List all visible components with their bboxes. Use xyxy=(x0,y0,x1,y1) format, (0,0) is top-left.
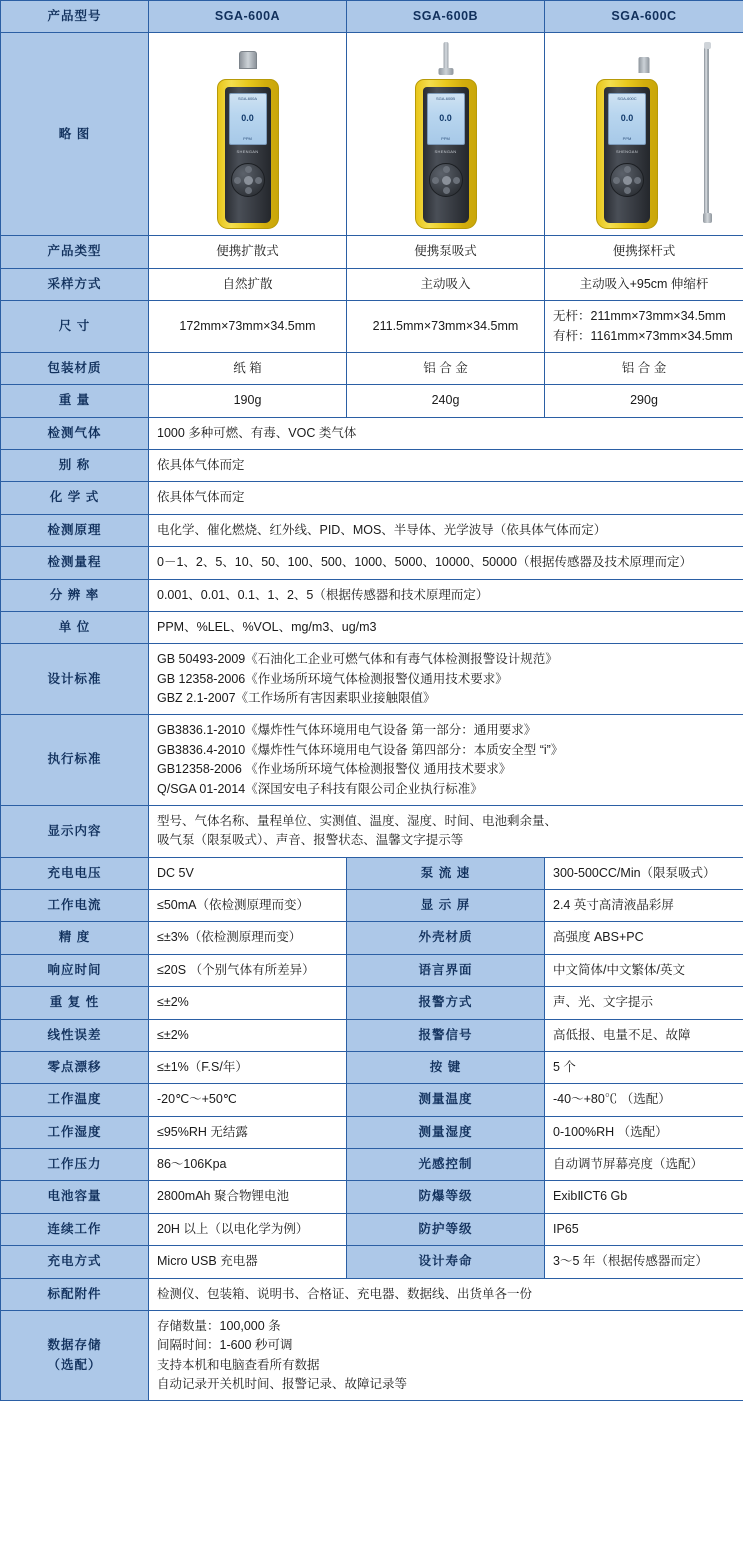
shell-material-value: 高强度 ABS+PC xyxy=(545,922,743,954)
screen-unit-c: PPM xyxy=(622,136,632,142)
language-value: 中文简体/中文繁体/英文 xyxy=(545,954,743,986)
row-label-model: 产品型号 xyxy=(1,1,149,33)
device-body-a xyxy=(217,79,279,229)
pump-inlet-icon xyxy=(443,42,448,70)
battery-capacity-value: 2800mAh 聚合物锂电池 xyxy=(149,1181,347,1213)
table-row-display-content xyxy=(1,805,743,857)
weight-c: 290g xyxy=(545,385,743,417)
response-time-value: ≤20S （个别气体有所差异） xyxy=(149,954,347,986)
alarm-signal-value: 高低报、电量不足、故障 xyxy=(545,1019,743,1051)
table-row-weight xyxy=(1,385,743,417)
table-row-accuracy xyxy=(1,922,743,954)
row-label-data-storage xyxy=(1,1310,149,1401)
row-label-zero-drift: 零点漂移 xyxy=(1,1051,149,1083)
device-screen-b xyxy=(427,93,465,145)
row-label-working-current: 工作电流 xyxy=(1,890,149,922)
display-content-line-2: 吸气泵（限泵吸式）、声音、报警状态、温馨文字提示等 xyxy=(157,833,464,848)
working-current-value: ≤50mA（依检测原理而变） xyxy=(149,890,347,922)
protection-level-value: IP65 xyxy=(545,1213,743,1245)
row-label-formula: 化 学 式 xyxy=(1,482,149,514)
keypad-icon-b xyxy=(429,163,463,197)
device-image-a xyxy=(149,33,347,236)
device-screen-c xyxy=(608,93,646,145)
row-label-alias: 别 称 xyxy=(1,450,149,482)
data-storage-label-line-1: 数据存储 xyxy=(47,1338,102,1353)
diffusion-cap-icon xyxy=(239,51,257,69)
probe-connector-icon xyxy=(639,57,650,73)
design-standard-value xyxy=(149,644,743,715)
product-type-c: 便携探杆式 xyxy=(545,236,743,268)
formula-value: 依具体气体而定 xyxy=(149,482,743,514)
alias-value: 依具体气体而定 xyxy=(149,450,743,482)
row-label-measure-humidity: 测量湿度 xyxy=(347,1116,545,1148)
display-content-value xyxy=(149,805,743,857)
table-row-unit xyxy=(1,611,743,643)
row-label-light-control: 光感控制 xyxy=(347,1149,545,1181)
row-label-charge-voltage: 充电电压 xyxy=(1,857,149,889)
working-pressure-value: 86～106Kpa xyxy=(149,1149,347,1181)
table-row-formula xyxy=(1,482,743,514)
row-label-working-temperature: 工作温度 xyxy=(1,1084,149,1116)
accuracy-value: ≤±3%（依检测原理而变） xyxy=(149,922,347,954)
row-label-accuracy: 精 度 xyxy=(1,922,149,954)
repeatability-value: ≤±2% xyxy=(149,987,347,1019)
measure-humidity-value: 0-100%RH （选配） xyxy=(545,1116,743,1148)
screen-title-c: SGA-600C xyxy=(617,96,637,102)
table-row-model xyxy=(1,1,743,33)
table-row-design-standard xyxy=(1,644,743,715)
model-b: SGA-600B xyxy=(347,1,545,33)
row-label-execution-standard: 执行标准 xyxy=(1,715,149,806)
row-label-dimensions: 尺 寸 xyxy=(1,301,149,353)
dimensions-c xyxy=(545,301,743,353)
row-label-keys: 按 键 xyxy=(347,1051,545,1083)
data-storage-line-3: 支持本机和电脑查看所有数据 xyxy=(157,1357,320,1372)
table-row-product-type xyxy=(1,236,743,268)
row-label-sampling: 采样方式 xyxy=(1,268,149,300)
row-label-accessories: 标配附件 xyxy=(1,1278,149,1310)
row-label-language: 语言界面 xyxy=(347,954,545,986)
sampling-a: 自然扩散 xyxy=(149,268,347,300)
keys-value: 5 个 xyxy=(545,1051,743,1083)
screen-unit-b: PPM xyxy=(441,136,450,142)
device-image-c xyxy=(545,33,743,236)
telescopic-probe-icon xyxy=(704,45,709,221)
principle-value: 电化学、催化燃烧、红外线、PID、MOS、半导体、光学波导（依具体气体而定） xyxy=(149,514,743,546)
display-screen-value: 2.4 英寸高清液晶彩屏 xyxy=(545,890,743,922)
data-storage-value xyxy=(149,1310,743,1401)
table-row-working-temperature xyxy=(1,1084,743,1116)
design-life-value: 3～5 年（根据传感器而定） xyxy=(545,1246,743,1278)
product-type-a: 便携扩散式 xyxy=(149,236,347,268)
model-c: SGA-600C xyxy=(545,1,743,33)
alarm-mode-value: 声、光、文字提示 xyxy=(545,987,743,1019)
data-storage-line-2: 间隔时间：1-600 秒可调 xyxy=(157,1338,293,1353)
brand-label-c: SHENGAN xyxy=(616,149,638,155)
row-label-resolution: 分 辨 率 xyxy=(1,579,149,611)
product-type-b: 便携泵吸式 xyxy=(347,236,545,268)
screen-title-a: SGA-600A xyxy=(237,96,258,102)
row-label-repeatability: 重 复 性 xyxy=(1,987,149,1019)
table-row-execution-standard xyxy=(1,715,743,806)
table-row-range xyxy=(1,547,743,579)
device-body-b xyxy=(415,79,477,229)
table-row-working-current xyxy=(1,890,743,922)
data-storage-line-1: 存储数量：100,000 条 xyxy=(157,1318,281,1333)
table-row-zero-drift xyxy=(1,1051,743,1083)
explosion-proof-value: ExibⅡCT6 Gb xyxy=(545,1181,743,1213)
screen-unit-a: PPM xyxy=(243,136,252,142)
dimensions-a: 172mm×73mm×34.5mm xyxy=(149,301,347,353)
detected-gas-value: 1000 多种可燃、有毒、VOC 类气体 xyxy=(149,417,743,449)
device-image-b xyxy=(347,33,545,236)
linear-error-value: ≤±2% xyxy=(149,1019,347,1051)
charge-voltage-value: DC 5V xyxy=(149,857,347,889)
brand-label-b: SHENGAN xyxy=(434,149,457,155)
row-label-principle: 检测原理 xyxy=(1,514,149,546)
data-storage-line-4: 自动记录开关机时间、报警记录、故障记录等 xyxy=(157,1377,408,1391)
row-label-charge-mode: 充电方式 xyxy=(1,1246,149,1278)
table-row-linear-error xyxy=(1,1019,743,1051)
packaging-c: 铝 合 金 xyxy=(545,352,743,384)
unit-value: PPM、%LEL、%VOL、mg/m3、ug/m3 xyxy=(149,611,743,643)
table-row-repeatability xyxy=(1,987,743,1019)
row-label-working-humidity: 工作湿度 xyxy=(1,1116,149,1148)
table-row-packaging xyxy=(1,352,743,384)
measure-temperature-value: -40～+80℃ （选配） xyxy=(545,1084,743,1116)
table-row-data-storage xyxy=(1,1310,743,1401)
keypad-icon-a xyxy=(231,163,265,197)
design-standard-line-3: GBZ 2.1-2007《工作场所有害因素职业接触限值》 xyxy=(157,691,436,705)
design-standard-line-2: GB 12358-2006《作业场所环境气体检测报警仪通用技术要求》 xyxy=(157,671,508,686)
table-row-response-time xyxy=(1,954,743,986)
row-label-protection-level: 防护等级 xyxy=(347,1213,545,1245)
table-row-resolution xyxy=(1,579,743,611)
keypad-icon-c xyxy=(610,163,644,197)
row-label-explosion-proof: 防爆等级 xyxy=(347,1181,545,1213)
table-row-alias xyxy=(1,450,743,482)
row-label-measure-temperature: 测量温度 xyxy=(347,1084,545,1116)
execution-standard-line-1: GB3836.1-2010《爆炸性气体环境用电气设备 第一部分：通用要求》 xyxy=(157,723,537,738)
screen-title-b: SGA-600B xyxy=(435,96,456,102)
row-label-continuous-work: 连续工作 xyxy=(1,1213,149,1245)
table-row-working-pressure xyxy=(1,1149,743,1181)
row-label-alarm-signal: 报警信号 xyxy=(347,1019,545,1051)
row-label-response-time: 响应时间 xyxy=(1,954,149,986)
row-label-detected-gas: 检测气体 xyxy=(1,417,149,449)
table-row-detected-gas xyxy=(1,417,743,449)
dimensions-b: 211.5mm×73mm×34.5mm xyxy=(347,301,545,353)
row-label-linear-error: 线性误差 xyxy=(1,1019,149,1051)
table-row-sampling xyxy=(1,268,743,300)
working-temperature-value: -20℃～+50℃ xyxy=(149,1084,347,1116)
row-label-pump-flow: 泵 流 速 xyxy=(347,857,545,889)
packaging-b: 铝 合 金 xyxy=(347,352,545,384)
zero-drift-value: ≤±1%（F.S/年） xyxy=(149,1051,347,1083)
row-label-range: 检测量程 xyxy=(1,547,149,579)
row-label-unit: 单 位 xyxy=(1,611,149,643)
row-label-product-type: 产品类型 xyxy=(1,236,149,268)
row-label-working-pressure: 工作压力 xyxy=(1,1149,149,1181)
execution-standard-line-4: Q/SGA 01-2014《深国安电子科技有限公司企业执行标准》 xyxy=(157,781,483,796)
row-label-battery-capacity: 电池容量 xyxy=(1,1181,149,1213)
screen-value-b: 0.0 xyxy=(439,112,452,123)
brand-label-a: SHENGAN xyxy=(236,149,259,155)
range-value: 0－1、2、5、10、50、100、500、1000、5000、10000、50000（根据传感器及技术原理而定） xyxy=(149,547,743,579)
device-body-c xyxy=(596,79,658,229)
dimensions-c-line-1: 无杆：211mm×73mm×34.5mm xyxy=(553,309,726,324)
row-label-diagram: 略 图 xyxy=(1,33,149,236)
resolution-value: 0.001、0.01、0.1、1、2、5（根据传感器和技术原理而定） xyxy=(149,579,743,611)
row-label-packaging: 包装材质 xyxy=(1,352,149,384)
table-row-working-humidity xyxy=(1,1116,743,1148)
accessories-value: 检测仪、包装箱、说明书、合格证、充电器、数据线、出货单各一份 xyxy=(149,1278,743,1310)
execution-standard-value xyxy=(149,715,743,806)
row-label-design-standard: 设计标准 xyxy=(1,644,149,715)
table-row-charge-mode xyxy=(1,1246,743,1278)
table-row-dimensions xyxy=(1,301,743,353)
model-a: SGA-600A xyxy=(149,1,347,33)
execution-standard-line-3: GB12358-2006 《作业场所环境气体检测报警仪 通用技术要求》 xyxy=(157,762,512,777)
packaging-a: 纸 箱 xyxy=(149,352,347,384)
screen-value-c: 0.0 xyxy=(620,112,634,123)
light-control-value: 自动调节屏幕亮度（选配） xyxy=(545,1149,743,1181)
data-storage-label-line-2: （选配） xyxy=(47,1357,102,1372)
table-row-battery-capacity xyxy=(1,1181,743,1213)
pump-flow-value: 300-500CC/Min（限泵吸式） xyxy=(545,857,743,889)
weight-b: 240g xyxy=(347,385,545,417)
weight-a: 190g xyxy=(149,385,347,417)
continuous-work-value: 20H 以上（以电化学为例） xyxy=(149,1213,347,1245)
table-row-principle xyxy=(1,514,743,546)
design-standard-line-1: GB 50493-2009《石油化工企业可燃气体和有毒气体检测报警设计规范》 xyxy=(157,652,558,667)
display-content-line-1: 型号、气体名称、量程单位、实测值、温度、湿度、时间、电池剩余量、 xyxy=(157,813,558,828)
table-row-continuous-work xyxy=(1,1213,743,1245)
row-label-weight: 重 量 xyxy=(1,385,149,417)
table-row-diagram xyxy=(1,33,743,236)
row-label-display-content: 显示内容 xyxy=(1,805,149,857)
sampling-c: 主动吸入+95cm 伸缩杆 xyxy=(545,268,743,300)
dimensions-c-line-2: 有杆：1161mm×73mm×34.5mm xyxy=(553,328,733,343)
screen-value-a: 0.0 xyxy=(241,112,254,123)
working-humidity-value: ≤95%RH 无结露 xyxy=(149,1116,347,1148)
row-label-display-screen: 显 示 屏 xyxy=(347,890,545,922)
table-row-charge-voltage xyxy=(1,857,743,889)
device-screen-a xyxy=(229,93,267,145)
sampling-b: 主动吸入 xyxy=(347,268,545,300)
table-row-accessories xyxy=(1,1278,743,1310)
row-label-design-life: 设计寿命 xyxy=(347,1246,545,1278)
row-label-shell-material: 外壳材质 xyxy=(347,922,545,954)
execution-standard-line-2: GB3836.4-2010《爆炸性气体环境用电气设备 第四部分：本质安全型 “i”》 xyxy=(157,742,564,757)
charge-mode-value: Micro USB 充电器 xyxy=(149,1246,347,1278)
row-label-alarm-mode: 报警方式 xyxy=(347,987,545,1019)
